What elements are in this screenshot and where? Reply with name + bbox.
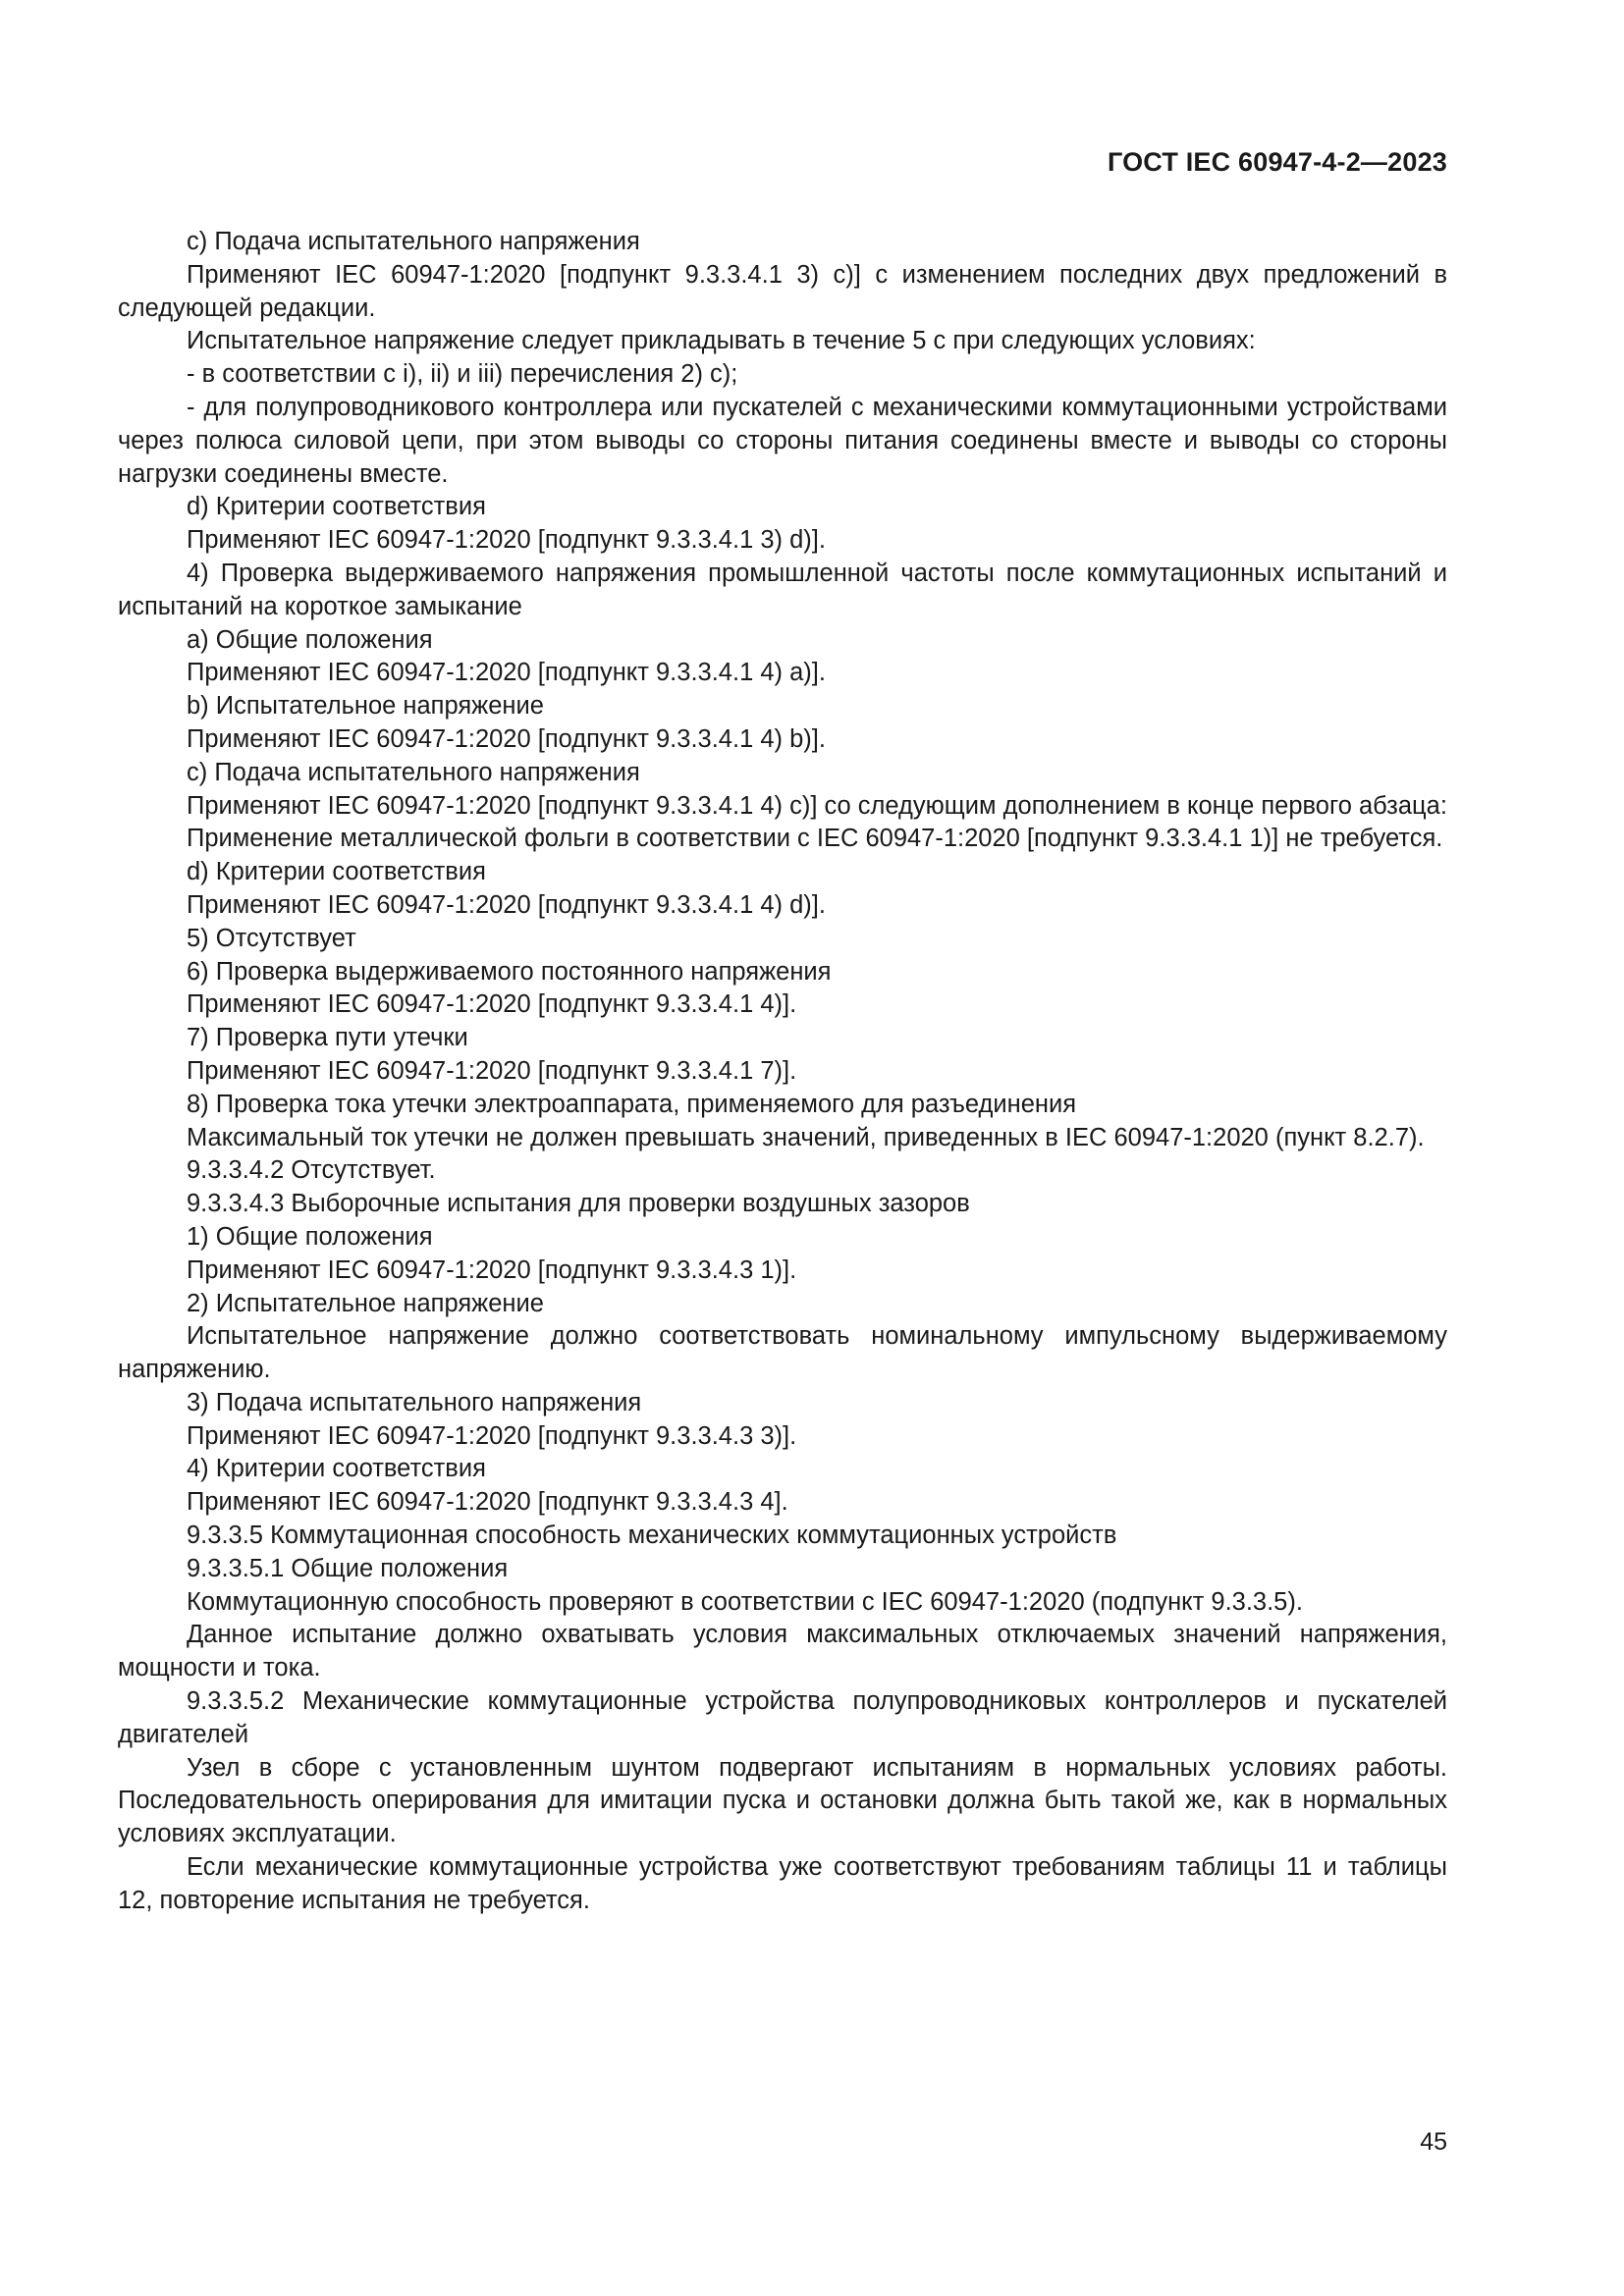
paragraph: Применение металлической фольги в соответствии с IEC 60947-1:2020 [подпункт 9.3.3.4.1 1)] не требуется. — [187, 825, 1443, 853]
paragraph: 1) Общие положения — [187, 1222, 433, 1251]
paragraph: Применяют IEC 60947-1:2020 [подпункт 9.3.3.4.1 7)]. — [187, 1056, 797, 1085]
document-code-header: ГОСТ IEC 60947-4-2—2023 — [1107, 147, 1447, 177]
paragraph: c) Подача испытательного напряжения — [187, 758, 640, 786]
paragraph: - в соответствии с i), ii) и iii) перечисления 2) c); — [187, 360, 738, 389]
paragraph: Коммутационную способность проверяют в соответствии с IEC 60947-1:2020 (подпункт 9.3.3.5). — [187, 1587, 1303, 1616]
paragraph: b) Испытательное напряжение — [187, 692, 544, 721]
paragraph: Применяют IEC 60947-1:2020 [подпункт 9.3.3.4.1 4) d)]. — [187, 890, 826, 919]
paragraph: Данное испытание должно охватывать условия максимальных отключаемых значений напряжения, мощности и тока. — [118, 1621, 1447, 1682]
paragraph: c) Подача испытательного напряжения — [187, 228, 640, 255]
paragraph: Применяют IEC 60947-1:2020 [подпункт 9.3.3.4.1 4) c)] со следующим дополнением в конце первого абзаца: — [187, 791, 1447, 820]
page-number: 45 — [1420, 2128, 1447, 2156]
paragraph: 8) Проверка тока утечки электроаппарата, применяемого для разъединения — [187, 1090, 1077, 1118]
paragraph: Применяют IEC 60947-1:2020 [подпункт 9.3.3.4.1 3) d)]. — [187, 526, 826, 555]
paragraph: Применяют IEC 60947-1:2020 [подпункт 9.3.3.4.3 3)]. — [187, 1421, 797, 1450]
paragraph: - для полупроводникового контроллера или пускателей с механическими коммутационными устройствами через полюса силовой цепи, при этом выводы со стороны питания соединены вместе и выводы со стороны нагрузки соединены вместе. — [118, 393, 1447, 488]
paragraph: d) Критерии соответствия — [187, 493, 486, 521]
paragraph: Применяют IEC 60947-1:2020 [подпункт 9.3.3.4.1 4) a)]. — [187, 659, 826, 687]
paragraph: Применяют IEC 60947-1:2020 [подпункт 9.3.3.4.3 4]. — [187, 1488, 788, 1517]
paragraph: 4) Проверка выдерживаемого напряжения промышленной частоты после коммутационных испытаний и испытаний на короткое замыкание — [118, 559, 1447, 620]
paragraph: 9.3.3.5 Коммутационная способность механических коммутационных устройств — [187, 1522, 1117, 1550]
paragraph: Если механические коммутационные устройства уже соответствуют требованиям таблицы 11 и таблицы 12, повторение испытания не требуется. — [118, 1853, 1447, 1914]
paragraph: 9.3.3.5.1 Общие положения — [187, 1554, 509, 1582]
paragraph: 9.3.3.5.2 Механические коммутационные устройства полупроводниковых контроллеров и пускателей двигателей — [118, 1687, 1447, 1748]
paragraph: 4) Критерии соответствия — [187, 1455, 486, 1483]
paragraph: Испытательное напряжение следует прикладывать в течение 5 с при следующих условиях: — [187, 327, 1256, 355]
paragraph: Применяют IEC 60947-1:2020 [подпункт 9.3.3.4.1 3) c)] с изменением последних двух предложений в следующей редакции. — [118, 260, 1447, 322]
paragraph: 6) Проверка выдерживаемого постоянного напряжения — [187, 957, 832, 986]
paragraph: a) Общие положения — [187, 625, 433, 654]
paragraph: Узел в сборе с установленным шунтом подвергают испытаниям в нормальных условиях работы. Последовательность оперирования для имитации пуска и остановки должна быть такой же, как в нормальных условиях эксплуатации. — [118, 1753, 1447, 1848]
paragraph: Применяют IEC 60947-1:2020 [подпункт 9.3.3.4.3 1)]. — [187, 1255, 797, 1284]
paragraph: 2) Испытательное напряжение — [187, 1289, 544, 1317]
paragraph: Применяют IEC 60947-1:2020 [подпункт 9.3.3.4.1 4) b)]. — [187, 724, 826, 753]
paragraph: Испытательное напряжение должно соответствовать номинальному импульсному выдерживаемому напряжению. — [118, 1322, 1447, 1384]
paragraph: Максимальный ток утечки не должен превышать значений, приведенных в IEC 60947-1:2020 (пункт 8.2.7). — [187, 1123, 1425, 1151]
paragraph: 9.3.3.4.2 Отсутствует. — [187, 1156, 436, 1185]
paragraph: d) Критерии соответствия — [187, 858, 486, 886]
paragraph: 7) Проверка пути утечки — [187, 1024, 468, 1052]
paragraph: 9.3.3.4.3 Выборочные испытания для проверки воздушных зазоров — [187, 1190, 970, 1218]
paragraph: 3) Подача испытательного напряжения — [187, 1388, 642, 1416]
document-body — [118, 226, 1447, 1918]
paragraph: Применяют IEC 60947-1:2020 [подпункт 9.3.3.4.1 4)]. — [187, 990, 797, 1019]
paragraph: 5) Отсутствует — [187, 924, 356, 952]
